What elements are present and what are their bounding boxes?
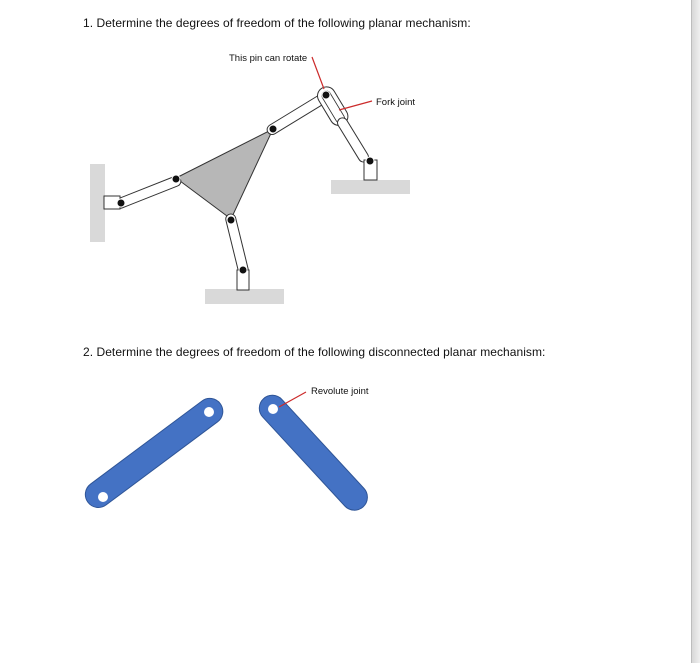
pin-triangle-bottom bbox=[227, 216, 235, 224]
mechanism-diagram-2 bbox=[80, 386, 373, 519]
annotation-line-pin bbox=[312, 57, 324, 89]
label-pin-can-rotate: This pin can rotate bbox=[229, 53, 308, 64]
mechanism-diagram-1 bbox=[90, 53, 415, 304]
hole-right-bottom bbox=[357, 509, 367, 519]
pin-upper-rotating bbox=[322, 91, 330, 99]
ground-floor-right bbox=[331, 180, 410, 194]
hole-right-top bbox=[268, 404, 278, 414]
label-revolute-joint: Revolute joint bbox=[311, 386, 369, 397]
annotation-line-fork bbox=[339, 101, 372, 110]
ground-wall-left bbox=[90, 164, 105, 242]
triangle-plate bbox=[176, 129, 273, 219]
annotation-line-revolute bbox=[279, 392, 306, 407]
question-2-text: 2. Determine the degrees of freedom of the following disconnected planar mechanism: bbox=[83, 345, 546, 359]
pin-ground-middle bbox=[239, 266, 247, 274]
pin-wall bbox=[117, 199, 125, 207]
pin-triangle-top bbox=[269, 125, 277, 133]
link-fork-to-ground bbox=[336, 116, 371, 164]
question-1-text: 1. Determine the degrees of freedom of the following planar mechanism: bbox=[83, 16, 471, 30]
hole-left-top bbox=[204, 407, 214, 417]
ground-floor-middle bbox=[205, 289, 284, 304]
pin-ground-right bbox=[366, 157, 374, 165]
label-fork-joint: Fork joint bbox=[376, 97, 416, 108]
pin-triangle-left bbox=[172, 175, 180, 183]
hole-left-bottom bbox=[98, 492, 108, 502]
